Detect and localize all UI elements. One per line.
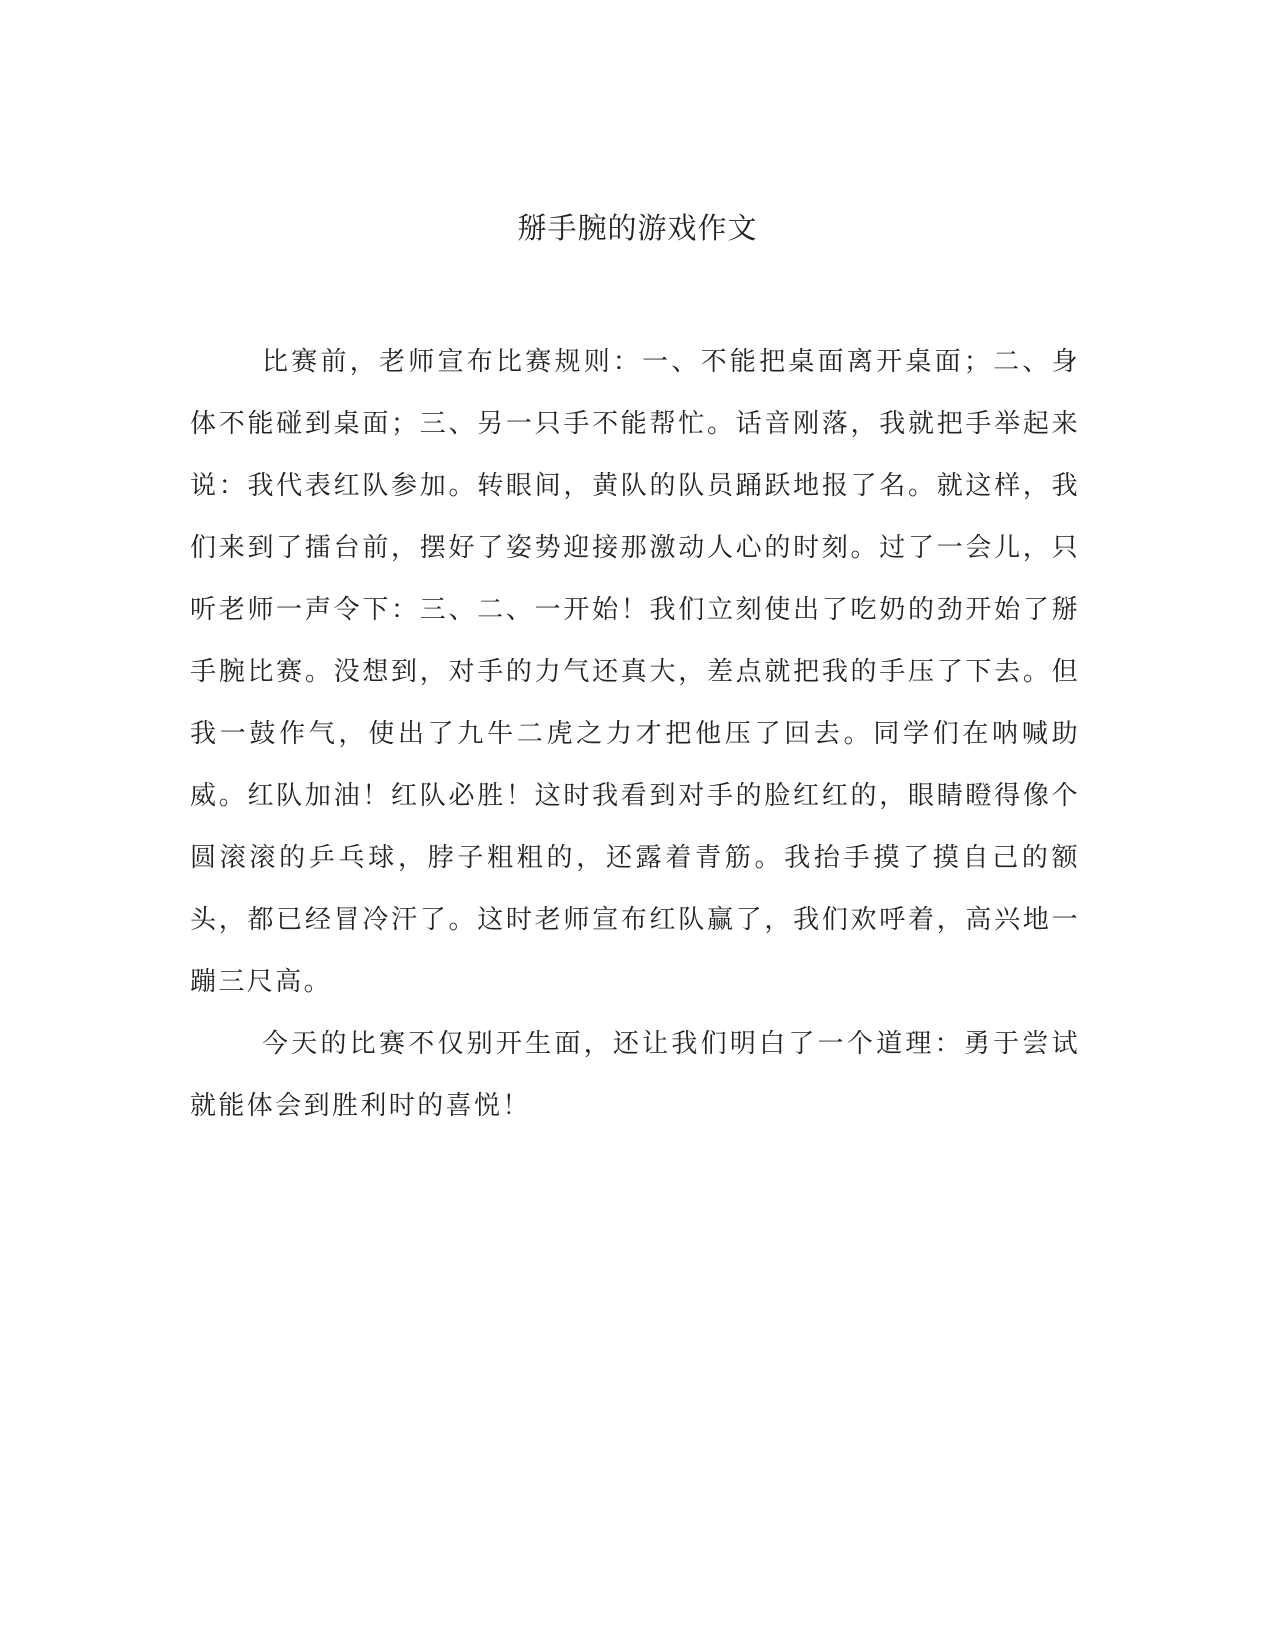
document-title: 掰手腕的游戏作文	[517, 211, 758, 245]
document-body	[190, 331, 1080, 1137]
paragraph: 今天的比赛不仅别开生面，还让我们明白了一个道理：勇于尝试就能体会到胜利时的喜悦！	[190, 1029, 1080, 1121]
paragraph: 比赛前，老师宣布比赛规则：一、不能把桌面离开桌面；二、身体不能碰到桌面；三、另一只手不能帮忙。话音刚落，我就把手举起来说：我代表红队参加。转眼间，黄队的队员踊跃地报了名。就这样，我们来到了擂台前，摆好了姿势迎接那激动人心的时刻。过了一会儿，只听老师一声令下：三、二、一开始！我们立刻使出了吃奶的劲开始了掰手腕比赛。没想到，对手的力气还真大，差点就把我的手压了下去。但我一鼓作气，使出了九牛二虎之力才把他压了回去。同学们在呐喊助威。红队加油！红队必胜！这时我看到对手的脸红红的，眼睛瞪得像个圆滚滚的乒乓球，脖子粗粗的，还露着青筋。我抬手摸了摸自己的额头，都已经冒冷汗了。这时老师宣布红队赢了，我们欢呼着，高兴地一蹦三尺高。	[190, 347, 1080, 997]
